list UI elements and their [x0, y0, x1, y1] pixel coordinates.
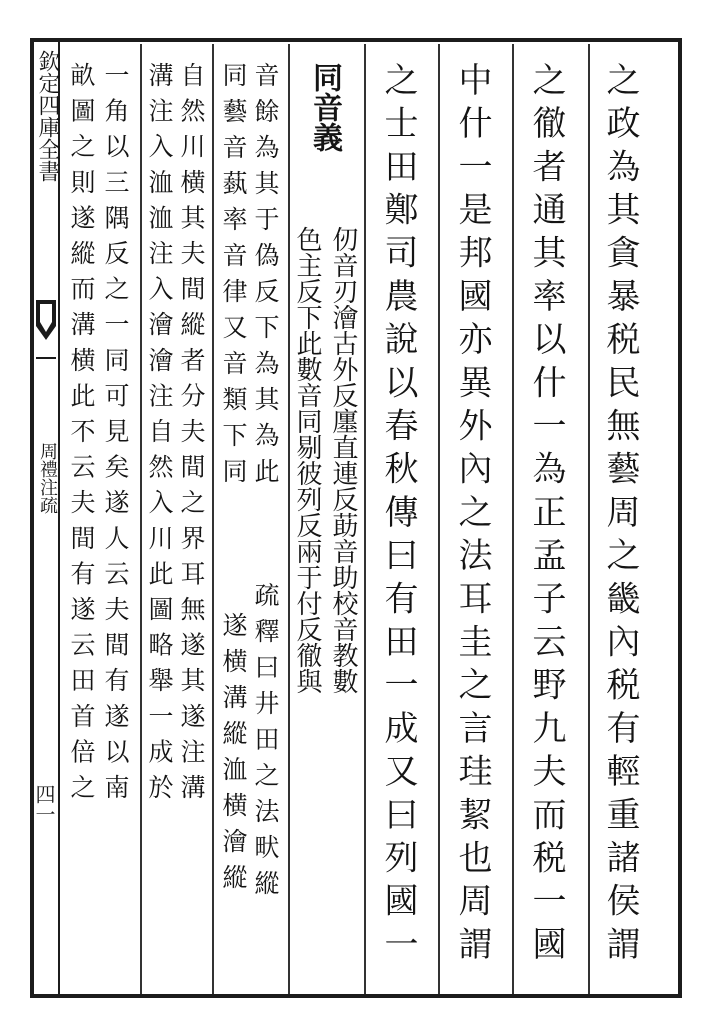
section-heading-yinyi: 同音義	[307, 62, 342, 152]
column-rule	[140, 44, 142, 994]
column-rule	[364, 44, 366, 994]
commentary-column: 疏釋曰井田之法畎縱	[251, 582, 280, 906]
fish-tail-mark-icon	[34, 300, 58, 360]
column-rule	[288, 44, 290, 994]
column-rule	[512, 44, 514, 994]
column-rule	[212, 44, 214, 994]
commentary-column: 畝圖之則遂縱而溝横此不云夫間有遂云田首倍之	[67, 62, 96, 810]
text-column: 中什一是邦國亦異外內之法耳圭之言珪絜也周謂	[452, 62, 492, 970]
column-rule	[438, 44, 440, 994]
annotation-column: 仞音刃澮古外反廛直連反莇音助校音教數	[328, 226, 358, 694]
annotation-column: 音餘為其于偽反下為其為此	[251, 62, 280, 494]
text-column: 之政為其貪暴税民無藝周之畿內税有輕重諸侯謂	[600, 62, 640, 970]
page-number: 四一	[32, 784, 56, 824]
column-rule	[588, 44, 590, 994]
margin-rule	[58, 38, 60, 998]
commentary-column: 溝注入洫洫注入澮澮注自然入川此圖略舉一成於	[145, 62, 174, 810]
text-column: 之徹者通其率以什一為正孟子云野九夫而税一國	[526, 62, 566, 970]
collection-title: 欽定四庫全書	[35, 50, 60, 182]
commentary-column: 一角以三隅反之一同可見矣遂人云夫間有遂以南	[101, 62, 130, 810]
text-column: 之士田鄭司農說以春秋傳曰有田一成又曰列國一	[378, 62, 418, 970]
annotation-column: 同藝音蓺率音律又音類下同	[219, 62, 248, 494]
commentary-column: 遂横溝縱洫横澮縱	[219, 612, 248, 900]
annotation-column: 色主反下此數音同剔彼列反兩于付反徹與	[292, 226, 322, 694]
book-title: 周禮注疏	[37, 442, 58, 514]
commentary-column: 自然川横其夫間縱者分夫間之界耳無遂其遂注溝	[177, 62, 206, 810]
